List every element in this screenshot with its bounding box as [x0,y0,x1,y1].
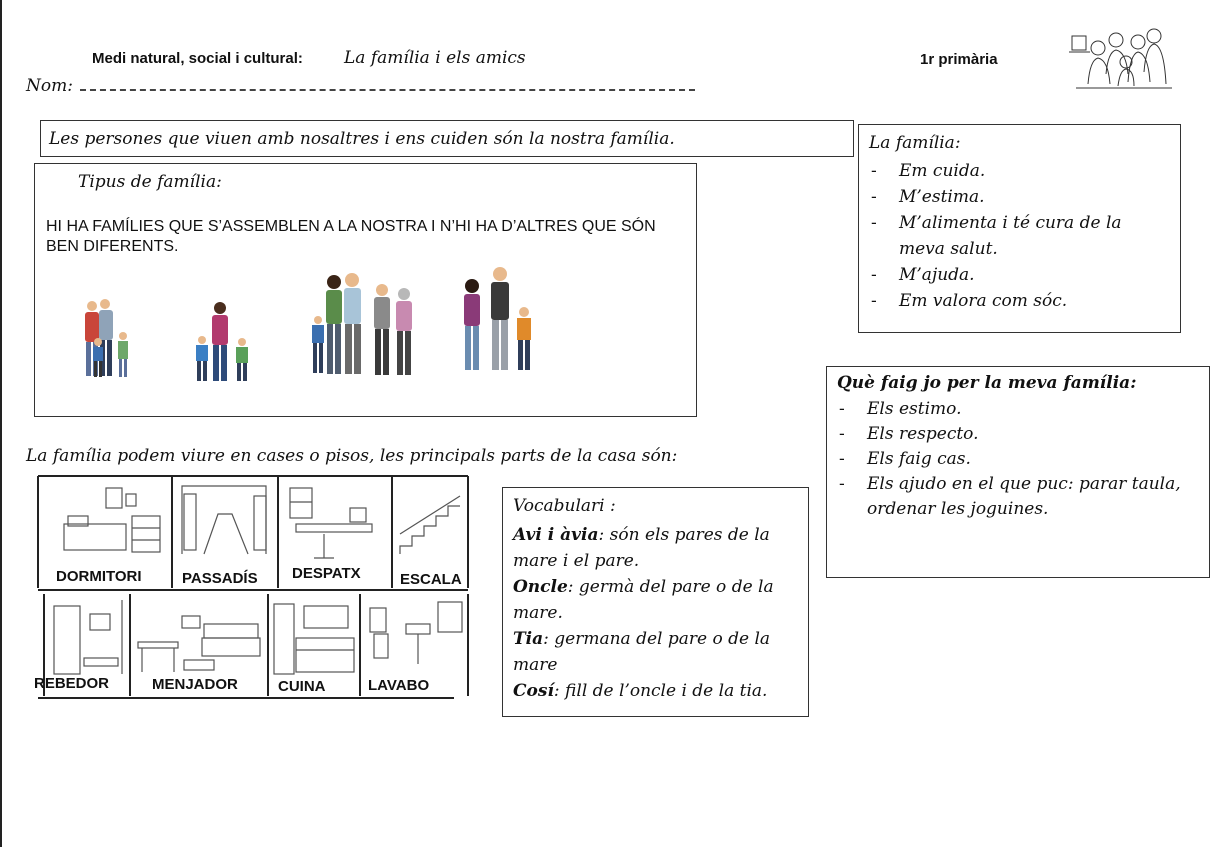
list-item: - Els estimo. [837,397,1199,422]
vocabulary-entry [513,574,805,626]
list-item: - Em valora com sóc. [869,288,1169,314]
menjador-illustration [138,616,260,672]
que-faig-title: Què faig jo per la meva família: [837,373,1137,393]
que-faig-list [837,397,1199,522]
vocabulary-term: Cosí [513,681,554,701]
la-familia-title: La família: [869,133,961,153]
la-familia-list [869,158,1169,314]
family-illustration-4 [458,264,542,380]
page-left-edge [0,0,2,847]
room-label-passadis: PASSADÍS [182,570,258,587]
room-label-escala: ESCALA [400,571,462,588]
house-rooms-illustration [34,474,476,706]
list-item: - M’ajuda. [869,262,1169,288]
vocabulary-definition: : fill de l’oncle i de la tia. [553,681,768,701]
vocabulary-definition: : són els pares de la mare i el pare. [513,525,770,571]
family-types-title: Tipus de família: [78,172,222,192]
la-familia-box [858,124,1181,333]
family-illustration-1 [72,292,136,382]
family-illustration-2 [188,296,258,388]
vocabulary-box [502,487,809,717]
lavabo-illustration [370,602,462,664]
dormitori-illustration [64,488,160,552]
vocabulary-definition: : germana del pare o de la mare [513,629,771,675]
escala-illustration [400,496,460,554]
list-item: - Els ajudo en el que puc: parar taula, ordenar les joguines. [837,472,1199,522]
family-clipart [1068,24,1176,90]
vocabulary-entry [513,626,805,678]
name-line [80,89,695,91]
name-label: Nom: [26,76,73,96]
house-intro-text: La família podem viure en cases o pisos, les principals parts de la casa són: [26,446,678,466]
vocabulary-term: Avi i àvia [513,525,599,545]
rebedor-illustration [54,600,122,674]
room-label-menjador: MENJADOR [152,676,238,693]
cuina-illustration [274,604,354,674]
vocabulary-definition: : germà del pare o de la mare. [513,577,774,623]
room-label-rebedor: REBEDOR [34,675,110,692]
despatx-illustration [290,488,372,558]
passadis-illustration [182,486,266,554]
topic-title: La família i els amics [344,48,526,68]
list-item: - Els respecto. [837,422,1199,447]
vocabulary-term: Tia [513,629,544,649]
list-item: - M’alimenta i té cura de la meva salut. [869,210,1169,262]
family-illustration-3 [306,268,422,384]
list-item: - M’estima. [869,184,1169,210]
grade-label: 1r primària [920,51,998,68]
room-label-despatx: DESPATX [292,565,361,582]
room-label-cuina: CUINA [278,678,326,695]
vocabulary-term: Oncle [513,577,568,597]
intro-box [40,120,854,157]
intro-text: Les persones que viuen amb nosaltres i ens cuiden són la nostra família. [49,129,675,149]
vocabulary-title: Vocabulari : [513,496,616,516]
que-faig-box [826,366,1210,578]
vocabulary-entry [513,522,805,574]
list-item: - Els faig cas. [837,447,1199,472]
vocabulary-list [513,522,805,704]
vocabulary-entry [513,678,805,704]
room-label-lavabo: LAVABO [368,677,430,694]
family-types-text: HI HA FAMÍLIES QUE S’ASSEMBLEN A LA NOSTRA I N’HI HA D’ALTRES QUE SÓN BEN DIFERENTS. [46,218,656,255]
list-item: - Em cuida. [869,158,1169,184]
room-label-dormitori: DORMITORI [56,568,142,585]
subject-label: Medi natural, social i cultural: [92,50,303,67]
